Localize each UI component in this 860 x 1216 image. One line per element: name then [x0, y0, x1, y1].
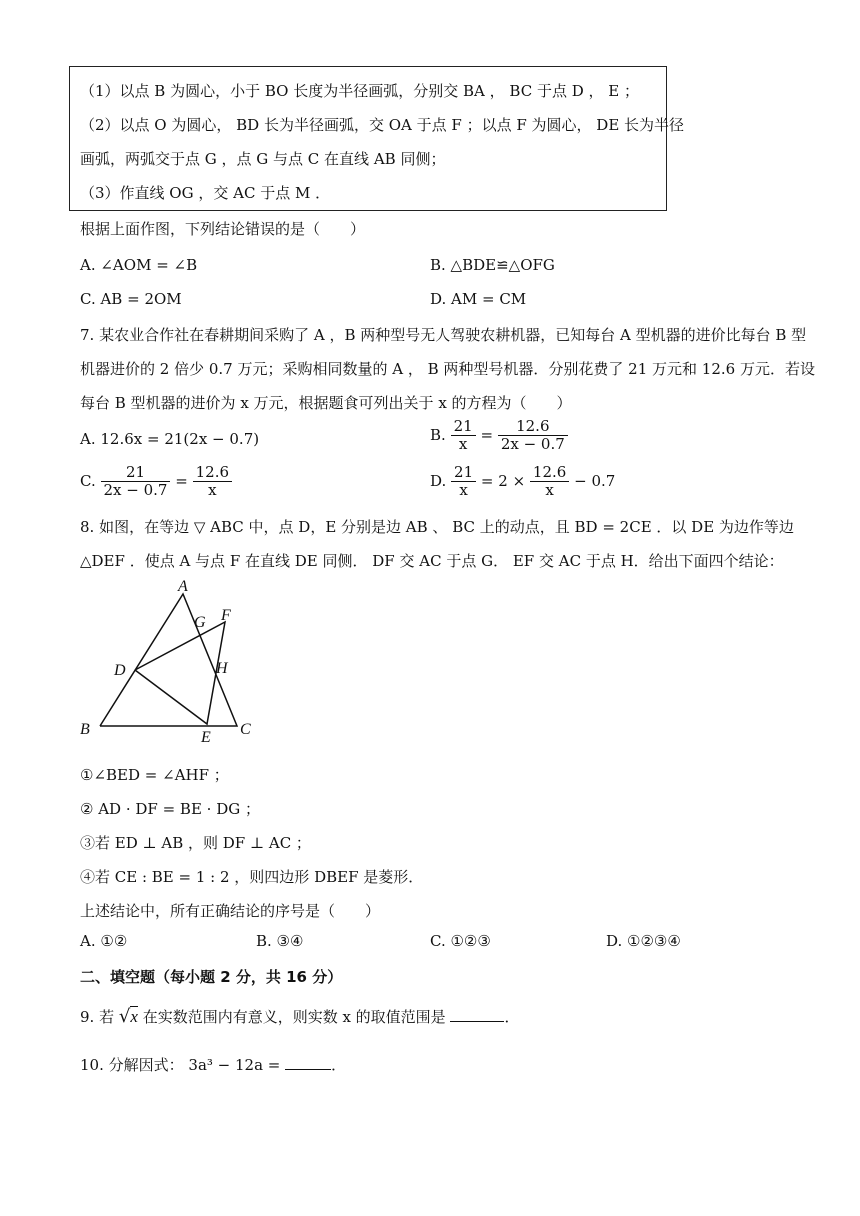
q6-option-d: D. AM = CM [430, 290, 527, 308]
q8-option-a: A. ①② [80, 932, 128, 950]
sqrt-symbol: √ [118, 1006, 131, 1027]
q6-option-b: B. △BDE≌△OFG [430, 256, 555, 274]
q7-d-right-fraction: $\frac{12.6}{x}$ [530, 464, 569, 500]
construction-step-2a: （2）以点 O 为圆心， BD 长为半径画弧，交 OA 于点 F ；以点 F 为圆心， DE 长为半径 [80, 116, 685, 134]
q7-line-2: 机器进价的 2 倍少 0.7 万元；采购相同数量的 A ， B 两种型号机器．分别花费了 21 万元和 12.6 万元．若设 [80, 360, 815, 378]
q8-line-2: △DEF ．使点 A 与点 F 在直线 DE 同侧． DF 交 AC 于点 G． EF 交 AC 于点 H．给出下面四个结论： [80, 552, 784, 570]
q9-radicand: x [130, 1007, 138, 1026]
q10-pre: 10. 分解因式： [80, 1056, 184, 1074]
q7-b-eq: = [480, 425, 494, 444]
label-e: E [201, 729, 211, 746]
q8-option-d: D. ①②③④ [606, 932, 681, 950]
q7-option-d [430, 464, 615, 500]
q8-option-b: B. ③④ [256, 932, 304, 950]
q9-pre: 9. 若 [80, 1008, 115, 1026]
q8-conclusion-3: ③若 ED ⊥ AB ，则 DF ⊥ AC ； [80, 834, 311, 852]
q10-expression: 3a³ − 12a = [188, 1056, 281, 1074]
q7-b-right-fraction: $\frac{12.6}{2x - 0.7}$ [498, 418, 568, 454]
q7-option-d-label: D. [430, 471, 447, 490]
construction-step-2b: 画弧，两弧交于点 G ，点 G 与点 C 在直线 AB 同侧； [80, 150, 446, 168]
q9-end: ． [504, 1008, 520, 1026]
q10-end: ． [331, 1056, 347, 1074]
q7-option-a: A. 12.6x = 21(2x − 0.7) [80, 430, 260, 448]
q7-d-left-fraction: $\frac{21}{x}$ [451, 464, 476, 500]
label-g: G [194, 614, 206, 631]
q6-option-c: C. AB = 2OM [80, 290, 182, 308]
q9-post: 在实数范围内有意义，则实数 x 的取值范围是 [142, 1008, 446, 1026]
q9 [80, 1006, 519, 1027]
q7-line-3: 每台 B 型机器的进价为 x 万元，根据题食可列出关于 x 的方程为（ ） [80, 394, 572, 412]
q6-stem: 根据上面作图，下列结论错误的是（ ） [80, 220, 366, 238]
q8-option-c: C. ①②③ [430, 932, 491, 950]
q8-conclusion-4: ④若 CE : BE = 1 : 2 ，则四边形 DBEF 是菱形． [80, 868, 424, 886]
q7-c-left-fraction: $\frac{21}{2x - 0.7}$ [101, 464, 171, 500]
label-h: H [216, 660, 228, 677]
section-2-title: 二、填空题（每小题 2 分，共 16 分） [80, 968, 343, 986]
q7-option-b [430, 418, 568, 454]
q7-d-tail: − 0.7 [574, 471, 616, 490]
triangle-def [135, 622, 225, 724]
q8-line-1: 8. 如图，在等边 ▽ ABC 中，点 D，E 分别是边 AB 、 BC 上的动点，且 BD = 2CE ．以 DE 为边作等边 [80, 518, 794, 536]
label-b: B [80, 721, 90, 738]
q9-answer-blank[interactable] [450, 1021, 504, 1022]
label-d: D [114, 662, 126, 679]
q8-triangle-figure [70, 576, 270, 746]
q8-conclusion-2: ② AD · DF = BE · DG ； [80, 800, 260, 818]
q8-ask: 上述结论中，所有正确结论的序号是（ ） [80, 902, 381, 920]
q7-c-right-fraction: $\frac{12.6}{x}$ [193, 464, 232, 500]
q7-c-eq: = [175, 471, 188, 490]
q7-d-mid: = 2 × [480, 471, 526, 490]
q6-option-a: A. ∠AOM = ∠B [80, 256, 198, 274]
label-a: A [178, 578, 188, 595]
q10 [80, 1054, 346, 1075]
q8-conclusion-1: ①∠BED = ∠AHF ； [80, 766, 229, 784]
q7-option-c-label: C. [80, 471, 96, 490]
construction-step-1: （1）以点 B 为圆心，小于 BO 长度为半径画弧，分别交 BA ， BC 于点 D ， E ； [80, 82, 639, 100]
q10-answer-blank[interactable] [285, 1069, 331, 1070]
q7-b-left-fraction: $\frac{21}{x}$ [451, 418, 476, 454]
q7-option-b-label: B. [430, 425, 446, 444]
q7-line-1: 7. 某农业合作社在春耕期间采购了 A ，B 两种型号无人驾驶农耕机器，已知每台 A 型机器的进价比每台 B 型 [80, 326, 807, 344]
label-f: F [221, 607, 231, 624]
label-c: C [240, 721, 251, 738]
q7-option-c [80, 464, 232, 500]
construction-step-3: （3）作直线 OG ，交 AC 于点 M ． [80, 184, 331, 202]
